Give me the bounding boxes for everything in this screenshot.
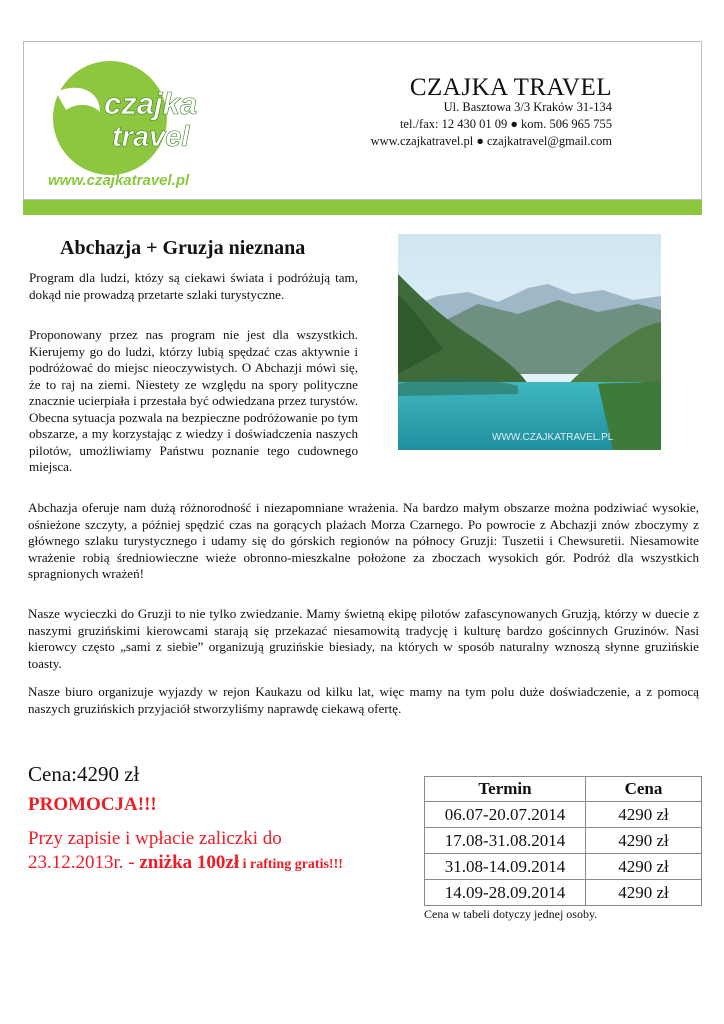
- column-header-termin: Termin: [425, 777, 586, 802]
- program-paragraph: Proponowany przez nas program nie jest dla wszystkich. Kierujemy go do ludzi, którzy lubią spędzać czas aktywnie i podróżować do miejsc nieoczywistych. O Abchazji mówi się, że to raj na ziemi. Niestety ze względu na spory polityczne znacznie ucierpiała i przestała być odwiedzana przez turystów. Obecna sytuacja pozwala na bezpieczne podróżowanie po tym obszarze, a my korzystając z wiedzy i doświadczenia naszych pilotów, umożliwiamy Państwu poznanie tego cudownego miejsca.: [29, 327, 358, 474]
- logo-website: www.czajkatravel.pl: [48, 172, 190, 189]
- table-row: [425, 880, 702, 906]
- header-accent-bar: [23, 200, 702, 215]
- company-phones: tel./fax: 12 430 01 09 ● kom. 506 965 755: [399, 117, 612, 131]
- table-cell-cena: 4290 zł: [586, 828, 702, 854]
- company-logo: [42, 56, 222, 194]
- company-contact: www.czajkatravel.pl ● czajkatravel@gmail.com: [370, 134, 612, 148]
- price-label: Cena:4290 zł: [28, 762, 140, 786]
- column-header-cena: Cena: [586, 777, 702, 802]
- promo-label: PROMOCJA!!!: [28, 794, 157, 815]
- table-cell-termin: 17.08-31.08.2014: [425, 828, 586, 854]
- table-cell-termin: 14.09-28.09.2014: [425, 880, 586, 906]
- abkhazia-paragraph: Abchazja oferuje nam dużą różnorodność i niezapomniane wrażenia. Na bardzo małym obszarze można podziwiać wysokie, ośnieżone szczyty, a później spędzić czas na gorących plażach Morza Czarnego. Po powrocie z Abchazji znów zboczymy z głównego szlaku turystycznego i udamy się do górskich regionów na północy Gruzji: Tuszetii i Chewsuretii. Niesamowite wrażenie robią średniowieczne wieże obronno-mieszkalne położone za zboczach wysokich gór. Podróż dla wszystkich spragnionych wrażeń!: [28, 500, 699, 581]
- table-cell-termin: 31.08-14.09.2014: [425, 854, 586, 880]
- table-row: [425, 828, 702, 854]
- table-cell-cena: 4290 zł: [586, 854, 702, 880]
- agency-paragraph: Nasze biuro organizuje wyjazdy w rejon Kaukazu od kilku lat, więc mamy na tym polu duże doświadczenie, a z pomocą naszych gruzińskich przyjaciół stworzyliśmy naprawdę ciekawą ofertę.: [28, 684, 699, 716]
- table-cell-cena: 4290 zł: [586, 880, 702, 906]
- lake-photo: [398, 234, 661, 450]
- page-title: Abchazja + Gruzja nieznana: [60, 237, 306, 259]
- table-note: Cena w tabeli dotyczy jednej osoby.: [424, 907, 598, 921]
- promo-date: 23.12.2013r. -: [28, 852, 140, 873]
- logo-brand-line2: travel: [112, 121, 190, 153]
- table-cell-termin: 06.07-20.07.2014: [425, 802, 586, 828]
- company-address: Ul. Basztowa 3/3 Kraków 31-134: [443, 100, 612, 114]
- table-cell-cena: 4290 zł: [586, 802, 702, 828]
- table-header-row: [425, 777, 702, 802]
- promo-line-2: [28, 851, 343, 876]
- intro-paragraph: Program dla ludzi, któzy są ciekawi świata i podróżują tam, dokąd nie prowadzą przetarte szlaki turystyczne.: [29, 270, 358, 302]
- price-table: [424, 776, 702, 906]
- georgia-paragraph: Nasze wycieczki do Gruzji to nie tylko zwiedzanie. Mamy świetną ekipę pilotów zafascynowanych Gruzją, którzy w duecie z naszymi gruzińskimi kierowcami starają się przekazać niesamowitą tradycję i kulturę bardzo gościnnych Gruzinów. Nasi kierowcy często „sami z siebie” organizują gruzińskie biesiady, na których w sposób naturalny wznoszą słynne gruzińskie toasty.: [28, 606, 699, 671]
- promo-rafting: i rafting gratis!!!: [239, 857, 343, 872]
- photo-watermark: WWW.CZAJKATRAVEL.PL: [492, 432, 614, 443]
- table-row: [425, 802, 702, 828]
- promo-discount: zniżka 100zł: [139, 852, 240, 873]
- company-name: CZAJKA TRAVEL: [409, 74, 612, 101]
- logo-brand-line1: czajka: [104, 86, 198, 121]
- table-row: [425, 854, 702, 880]
- promo-line-1: Przy zapisie i wpłacie zaliczki do: [28, 828, 282, 849]
